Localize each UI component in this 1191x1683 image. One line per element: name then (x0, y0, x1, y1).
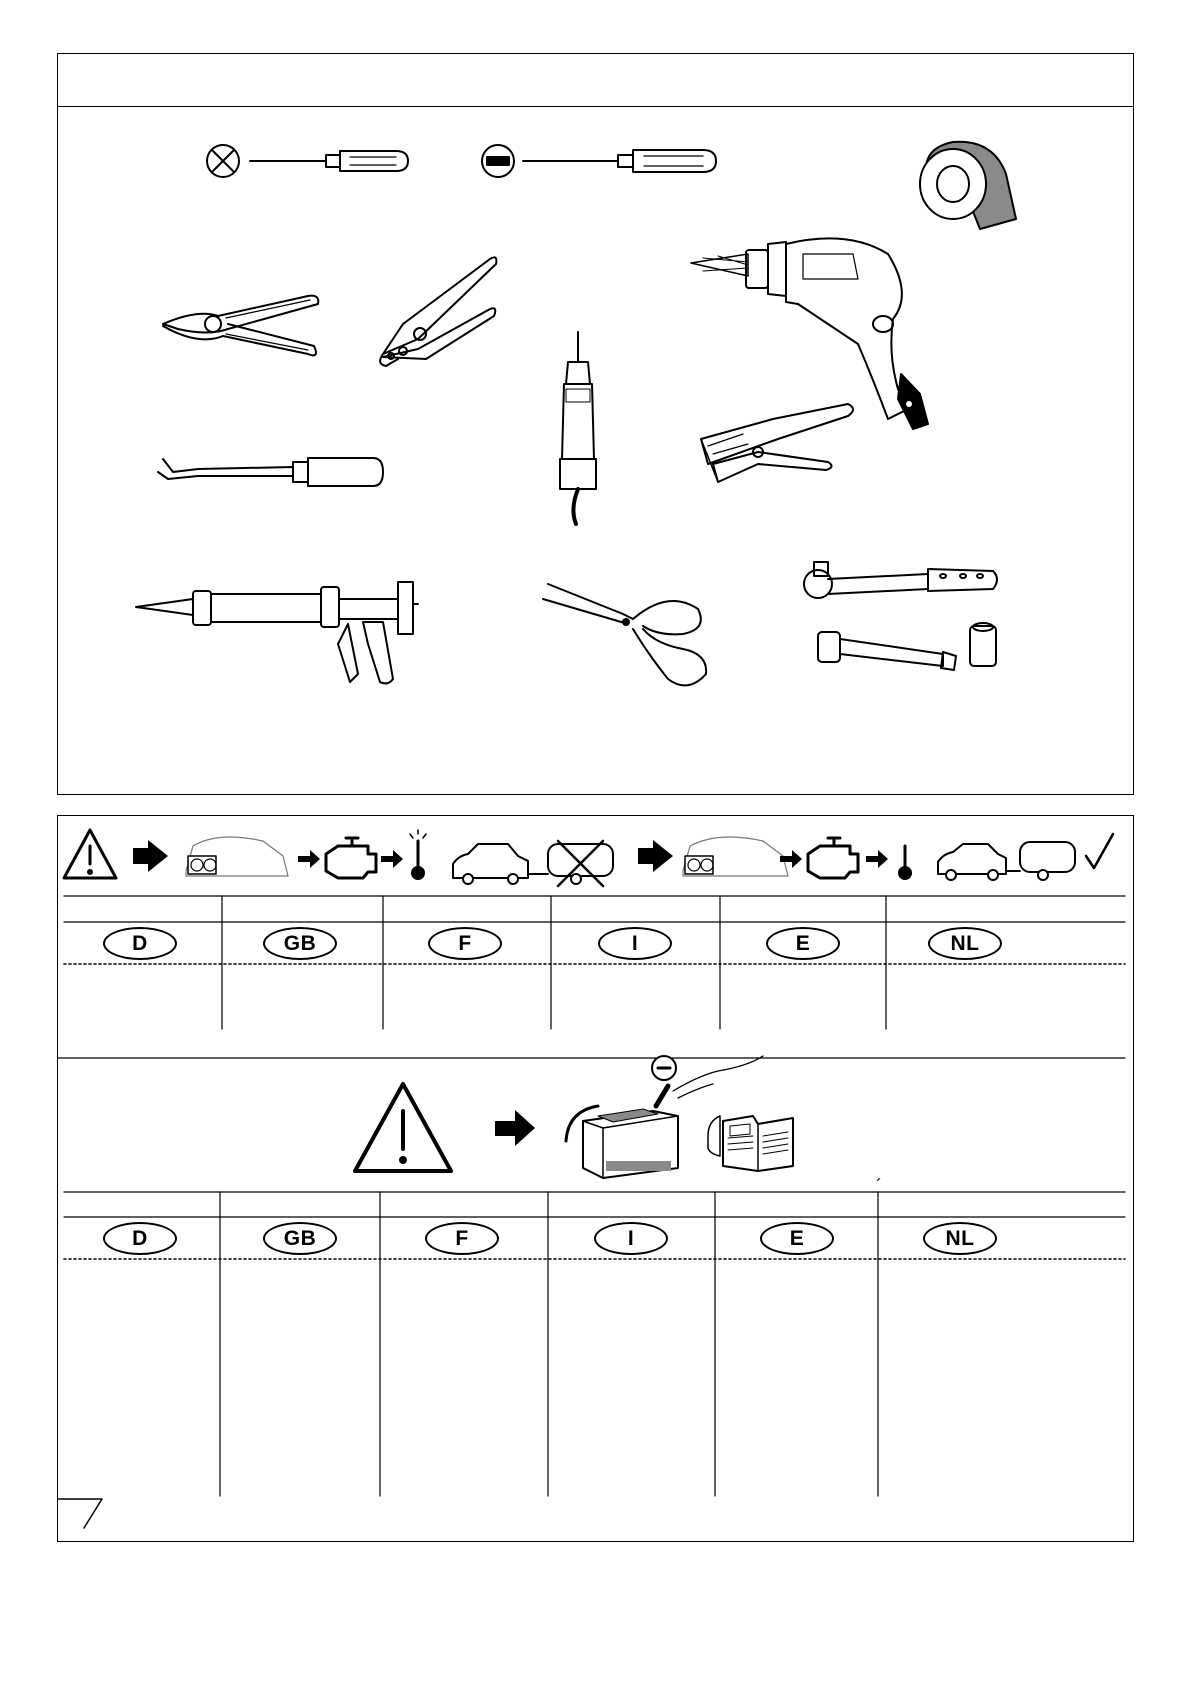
car-trailer-ok-icon (938, 842, 1075, 880)
thermometer-icon (410, 830, 426, 879)
thermometer-icon (899, 846, 911, 879)
socket-extension-icon (818, 623, 996, 670)
accent-mark: ´ (876, 1176, 882, 1196)
arrow-right-icon (298, 850, 320, 868)
arrow-right-icon (866, 850, 888, 868)
lang-badge-nl: NL (928, 927, 1002, 960)
engine-icon (326, 838, 376, 878)
lang-badge-f: F (428, 927, 502, 960)
lang-badge-gb: GB (263, 1222, 337, 1255)
lang-badge-e: E (766, 927, 840, 960)
flat-screwdriver-icon (482, 145, 716, 177)
drill-with-countersink-icon (691, 238, 928, 429)
side-cutter-pliers-icon (163, 296, 318, 356)
tools-panel (57, 53, 1134, 795)
phillips-screwdriver-icon (207, 145, 408, 177)
engine-icon (808, 838, 858, 878)
scissors-icon (543, 584, 706, 685)
checkmark-icon (1086, 834, 1113, 868)
arrow-right-icon (780, 850, 802, 868)
crimping-pliers-icon (380, 257, 496, 366)
insulating-tape-icon (920, 142, 1016, 229)
lang-badge-gb: GB (263, 927, 337, 960)
ratchet-wrench-icon (804, 562, 997, 598)
page-corner-icon (58, 1499, 102, 1528)
arrow-right-icon (495, 1110, 535, 1146)
voltage-tester-icon (560, 332, 596, 524)
manual-book-icon (708, 1116, 793, 1171)
car-front-icon (186, 837, 288, 876)
caulking-gun-icon (136, 582, 418, 683)
warning-triangle-icon (355, 1084, 451, 1171)
lang-badge-i: I (594, 1222, 668, 1255)
lang-badge-nl: NL (923, 1222, 997, 1255)
wire-stripper-icon (701, 404, 853, 482)
tools-illustration (58, 54, 1135, 796)
arrow-right-icon (133, 840, 168, 872)
lang-badge-i: I (598, 927, 672, 960)
car-trailer-crossed-icon (453, 841, 613, 886)
lang-badge-e: E (760, 1222, 834, 1255)
arrow-right-icon (381, 850, 403, 868)
lang-badge-d: D (103, 1222, 177, 1255)
warning-panel (57, 815, 1134, 1542)
trim-removal-tool-icon (158, 458, 383, 486)
lang-badge-d: D (103, 927, 177, 960)
arrow-right-icon (638, 840, 673, 872)
warning-illustration (58, 816, 1135, 1543)
car-front-icon (683, 837, 788, 876)
warning-triangle-icon (64, 830, 116, 878)
lang-badge-f: F (425, 1222, 499, 1255)
